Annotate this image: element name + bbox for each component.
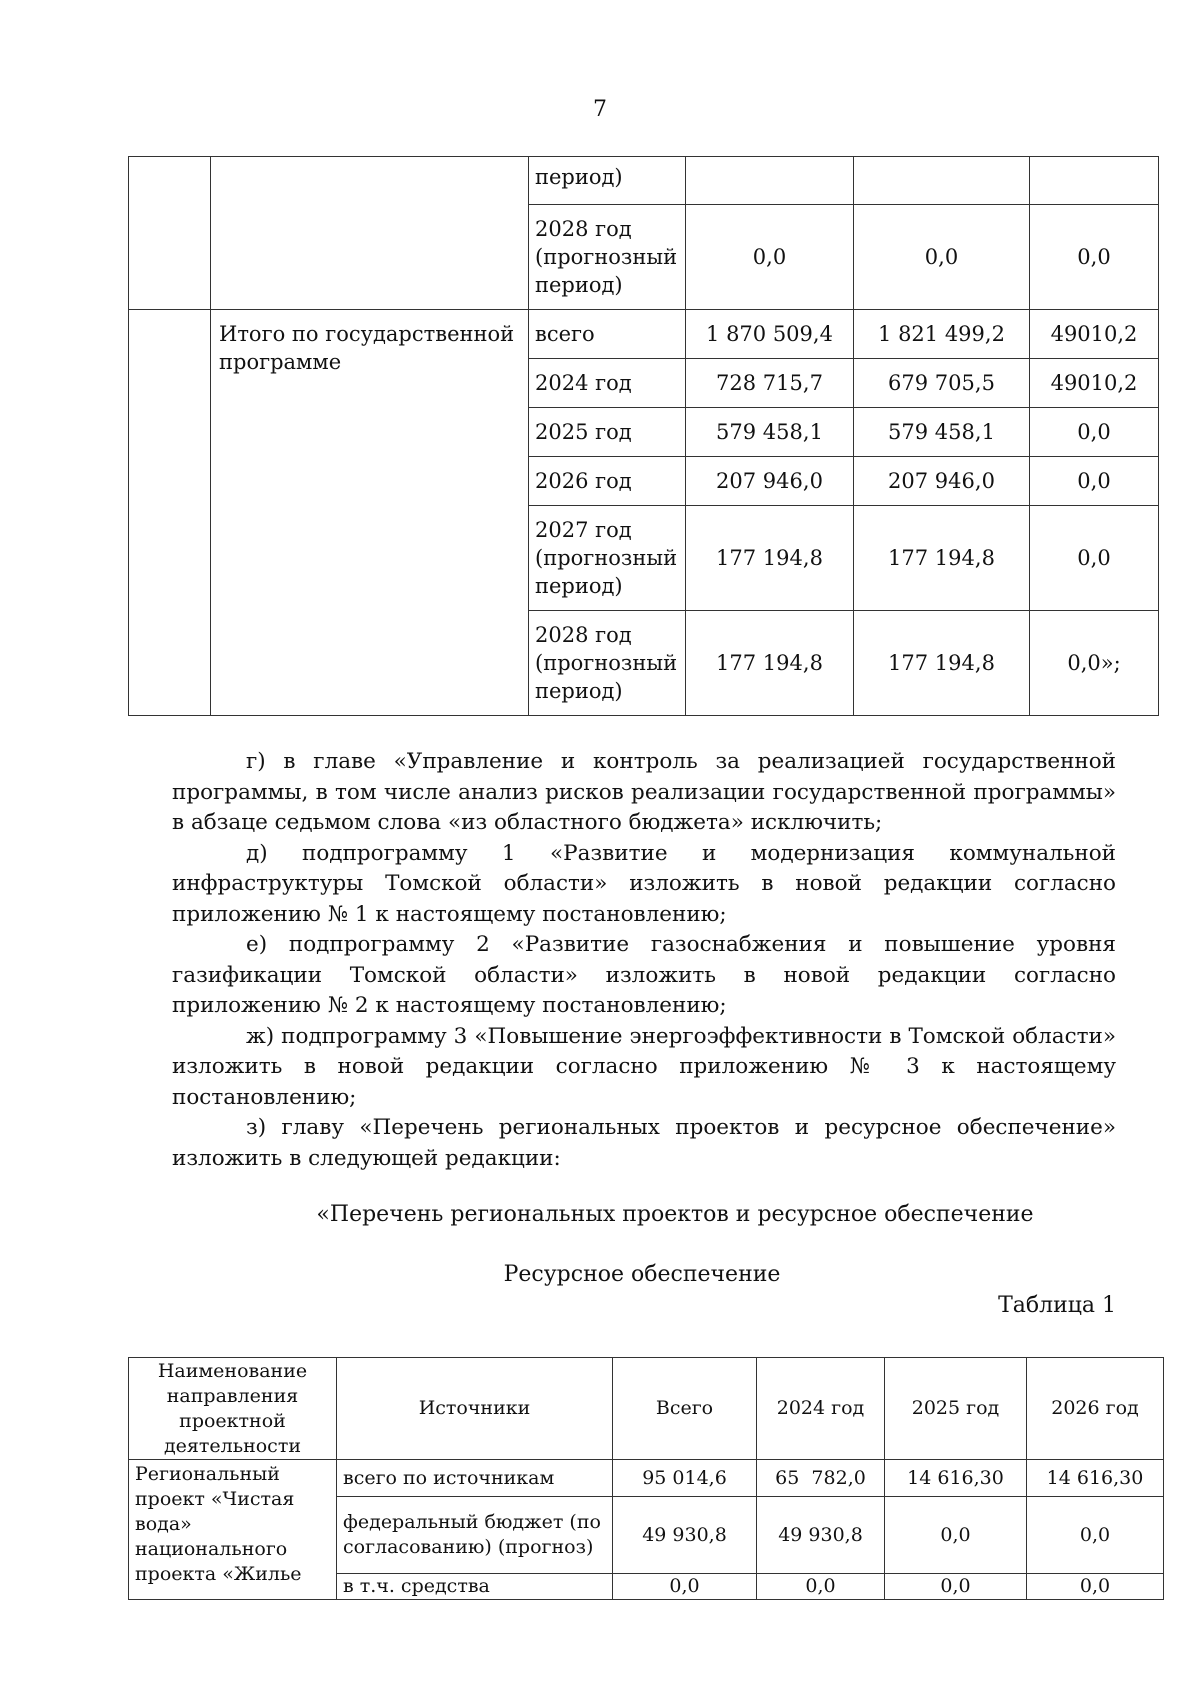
period-cell: 2025 год bbox=[529, 408, 686, 457]
value-cell bbox=[854, 157, 1030, 205]
value-cell: 177 194,8 bbox=[686, 506, 854, 611]
table-row bbox=[129, 1460, 1164, 1497]
value-cell: 0,0 bbox=[885, 1574, 1027, 1600]
period-cell: 2026 год bbox=[529, 457, 686, 506]
value-cell: 14 616,30 bbox=[885, 1460, 1027, 1497]
table-row bbox=[129, 310, 1159, 359]
source-cell: в т.ч. средства bbox=[337, 1574, 613, 1600]
column-header: Источники bbox=[337, 1358, 613, 1460]
table-row bbox=[129, 157, 1159, 205]
value-cell: 0,0 bbox=[1030, 506, 1159, 611]
value-cell: 0,0 bbox=[686, 205, 854, 310]
value-cell: 65 782,0 bbox=[757, 1460, 885, 1497]
value-cell: 0,0 bbox=[1027, 1497, 1164, 1574]
budget-table-continued bbox=[128, 156, 1159, 716]
column-header: Всего bbox=[613, 1358, 757, 1460]
column-header: 2026 год bbox=[1027, 1358, 1164, 1460]
period-cell: 2028 год (прогнозный период) bbox=[529, 611, 686, 716]
value-cell: 0,0 bbox=[1030, 457, 1159, 506]
paragraph-e: е) подпрограмму 2 «Развитие газоснабжения и повышение уровня газификации Томской области» изложить в новой редакции согласно приложению № 2 к настоящему постановлению; bbox=[172, 932, 1116, 1018]
value-cell: 0,0 bbox=[885, 1497, 1027, 1574]
source-cell: всего по источникам bbox=[337, 1460, 613, 1497]
value-cell: 177 194,8 bbox=[854, 611, 1030, 716]
value-cell: 1 870 509,4 bbox=[686, 310, 854, 359]
column-header: 2024 год bbox=[757, 1358, 885, 1460]
value-cell: 0,0 bbox=[1030, 408, 1159, 457]
table-label: Таблица 1 bbox=[998, 1293, 1116, 1318]
project-name-cell: Региональный проект «Чистая вода» национального проекта «Жилье bbox=[129, 1460, 337, 1600]
value-cell: 579 458,1 bbox=[854, 408, 1030, 457]
resource-table bbox=[128, 1357, 1164, 1600]
value-cell: 49010,2 bbox=[1030, 359, 1159, 408]
value-cell: 207 946,0 bbox=[854, 457, 1030, 506]
column-header: 2025 год bbox=[885, 1358, 1027, 1460]
period-cell: 2028 год (прогнозный период) bbox=[529, 205, 686, 310]
period-cell: период) bbox=[529, 157, 686, 205]
table-cell bbox=[211, 157, 529, 310]
value-cell bbox=[686, 157, 854, 205]
paragraph-zh: ж) подпрограмму 3 «Повышение энергоэффективности в Томской области» изложить в новой редакции согласно приложению № 3 к настоящему постановлению; bbox=[172, 1023, 1116, 1110]
value-cell: 0,0 bbox=[613, 1574, 757, 1600]
subtitle: Ресурсное обеспечение bbox=[503, 1262, 781, 1287]
value-cell: 0,0 bbox=[757, 1574, 885, 1600]
value-cell: 0,0»; bbox=[1030, 611, 1159, 716]
column-header: Наименование направления проектной деятельности bbox=[129, 1358, 337, 1460]
table-cell bbox=[129, 157, 211, 310]
value-cell: 177 194,8 bbox=[854, 506, 1030, 611]
table-cell bbox=[129, 310, 211, 716]
period-cell: 2024 год bbox=[529, 359, 686, 408]
section-title: «Перечень региональных проектов и ресурсное обеспечение bbox=[316, 1202, 1034, 1227]
value-cell: 207 946,0 bbox=[686, 457, 854, 506]
value-cell: 49010,2 bbox=[1030, 310, 1159, 359]
itogo-label: Итого по государственной программе bbox=[211, 310, 529, 716]
source-cell: федеральный бюджет (по согласованию) (прогноз) bbox=[337, 1497, 613, 1574]
value-cell: 1 821 499,2 bbox=[854, 310, 1030, 359]
value-cell: 679 705,5 bbox=[854, 359, 1030, 408]
period-cell: всего bbox=[529, 310, 686, 359]
value-cell: 579 458,1 bbox=[686, 408, 854, 457]
paragraph-d: д) подпрограмму 1 «Развитие и модернизация коммунальной инфраструктуры Томской области» изложить в новой редакции согласно приложению № 1 к настоящему постановлению; bbox=[172, 840, 1116, 927]
paragraph-z: з) главу «Перечень региональных проектов и ресурсное обеспечение» изложить в следующей редакции: bbox=[172, 1115, 1116, 1171]
value-cell: 728 715,7 bbox=[686, 359, 854, 408]
value-cell: 0,0 bbox=[854, 205, 1030, 310]
value-cell: 95 014,6 bbox=[613, 1460, 757, 1497]
period-cell: 2027 год (прогнозный период) bbox=[529, 506, 686, 611]
value-cell: 177 194,8 bbox=[686, 611, 854, 716]
paragraph-g: г) в главе «Управление и контроль за реализацией государственной программы, в том числе анализ рисков реализации государственной программы» в абзаце седьмом слова «из областного бюджета» исключить; bbox=[172, 749, 1116, 835]
table-header-row bbox=[129, 1358, 1164, 1460]
value-cell: 49 930,8 bbox=[613, 1497, 757, 1574]
body-text bbox=[172, 747, 1116, 1174]
page-number: 7 bbox=[593, 97, 607, 122]
value-cell: 0,0 bbox=[1027, 1574, 1164, 1600]
value-cell bbox=[1030, 157, 1159, 205]
value-cell: 49 930,8 bbox=[757, 1497, 885, 1574]
value-cell: 14 616,30 bbox=[1027, 1460, 1164, 1497]
value-cell: 0,0 bbox=[1030, 205, 1159, 310]
